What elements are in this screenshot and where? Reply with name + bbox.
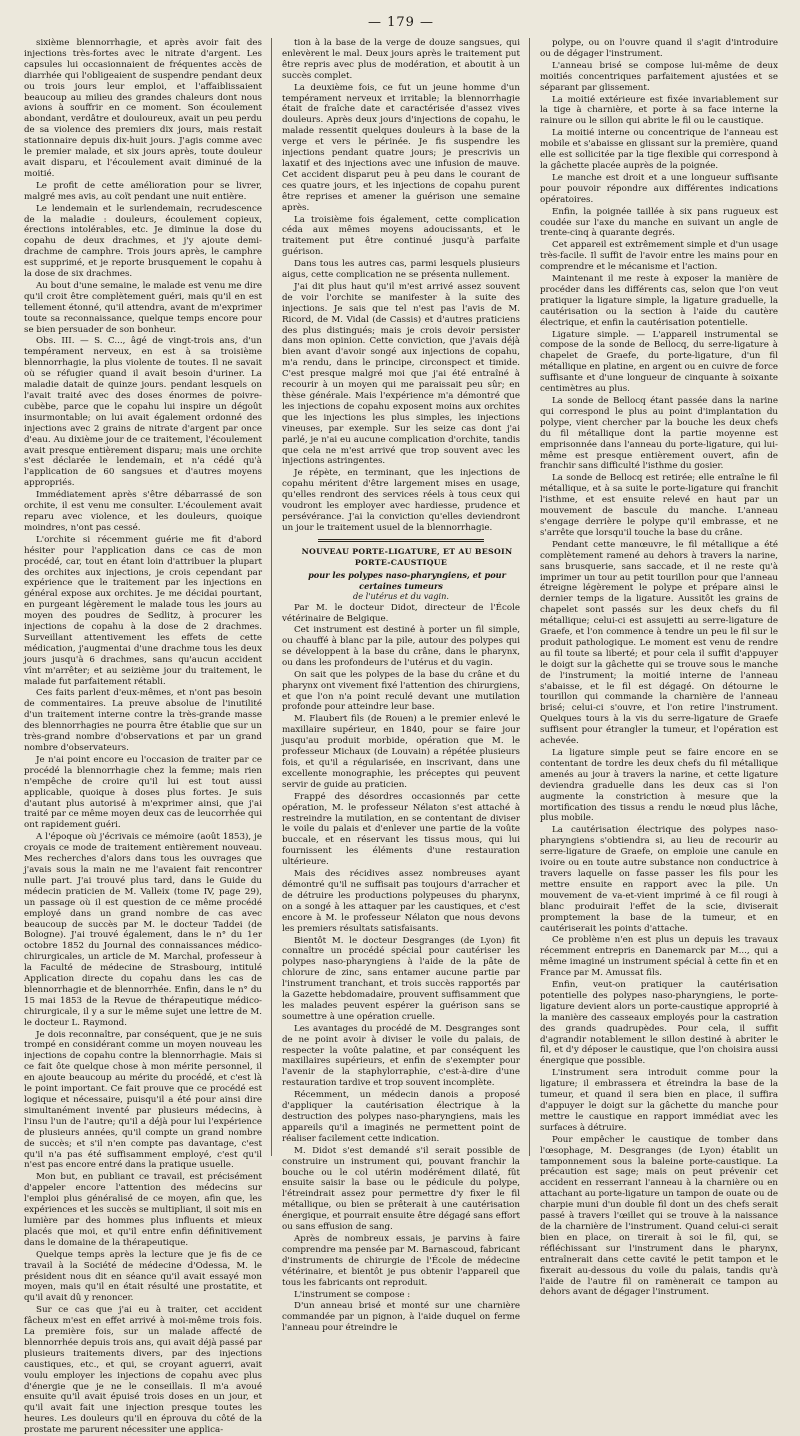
paragraph: Cet appareil est extrêmement simple et d'un usage très-facile. Il suffit de l'avoir entre les mains pour en comprendre et le mécanisme et l'action. <box>540 240 778 273</box>
paragraph: Ces faits parlent d'eux-mêmes, et n'ont pas besoin de commentaires. La preuve absolue de l'inutilité d'un traitement interne contre la très-grande masse des blennorrhagies ne pourra être établie que sur un très-grand nombre d'observations et par un grand nombre d'observateurs. <box>24 688 262 753</box>
page-number: — 179 — <box>367 15 435 30</box>
paragraph: L'orchite si récemment guérie me fit d'abord hésiter pour l'application dans ce cas de mon procédé, car, tout en étant loin d'attribuer la plupart des orchites aux injections, je crois cependant par expérience que le traitement par les injections en général expose aux orchites. Je me décidai pourtant, en purgeant légèrement le malade tous les jours au moyen des poudres de Sedlitz, à procurer les injections de copahu à la dose de 2 drachmes. Surveillant attentivement les effets de cette médication, j'augmentai d'une drachme tous les deux jours jusqu'à 6 drachmes, sans qu'aucun accident vînt m'arrêter; et au seizième jour du traitement, le malade fut parfaitement rétabli. <box>24 534 262 687</box>
paragraph: Le profit de cette amélioration pour se livrer, malgré mes avis, au coït pendant une nuit entière. <box>24 180 262 202</box>
paragraph: polype, ou on l'ouvre quand il s'agit d'introduire ou de dégager l'instrument. <box>540 38 778 59</box>
paragraph: On sait que les polypes de la base du crâne et du pharynx ont vivement fixé l'attention des chirurgiens, et que l'on n'a point reculé devant une mutilation profonde pour atteindre leur base. <box>282 669 520 713</box>
paragraph: Les avantages du procédé de M. Desgranges sont de ne point avoir à diviser le voile du palais, de respecter la voûte palatine, et par conséquent les maxillaires supérieurs, et enfin de s'exempter pour l'avenir de la staphylorraphie, c'est-à-dire d'une restauration tardive et trop souvent incomplète. <box>282 1023 520 1089</box>
column-right <box>540 38 778 1298</box>
paragraph: La troisième fois également, cette complication céda aux mêmes moyens adoucissants, et le traitement put être continué jusqu'à parfaite guérison. <box>282 214 520 258</box>
paragraph: La sonde de Bellocq étant passée dans la narine qui correspond le plus au point d'implantation du polype, vient chercher par la bouche les deux chefs du fil métallique dont la partie moyenne est emprisonnée dans l'anneau du porte-ligature, qui lui-même est presque entièrement ouvert, afin de franchir sans difficulté l'isthme du gosier. <box>540 396 778 472</box>
article-body <box>282 625 520 1334</box>
paragraph: Mon but, en publiant ce travail, est précisément d'appeler encore l'attention des médecins sur l'emploi plus généralisé de ce moyen, afin que, les expériences et les succès se multipliant, il soit mis en lumière par des hommes plus influents et mieux placés que moi, et qu'il entre enfin définitivement dans le domaine de la thérapeutique. <box>24 1172 262 1248</box>
paragraph: Récemment, un médecin danois a proposé d'appliquer la cautérisation électrique à la destruction des polypes naso-pharyngiens, mais les appareils qu'il a imaginés ne permettent point de réaliser facilement cette indication. <box>282 1090 520 1144</box>
paragraph: Au bout d'une semaine, le malade est venu me dire qu'il croit être complètement guéri, mais qu'il en est tellement étonné, qu'il attendra, avant de m'exprimer toute sa reconnaissance, quelque temps encore pour se bien persuader de son bonheur. <box>24 280 262 335</box>
paragraph: Après de nombreux essais, je parvins à faire comprendre ma pensée par M. Barnascoud, fabricant d'instruments de chirurgie de l'École de médecine vétérinaire, et bientôt je pus obtenir l'appareil que tous les fabricants ont reproduit. <box>282 1233 520 1288</box>
paragraph: L'instrument sera introduit comme pour la ligature; il embrassera et étreindra la base de la tumeur, et quand il sera bien en place, il suffira d'appuyer le doigt sur la gâchette du manche pour mettre le caustique en rapport immédiat avec les surfaces à détruire. <box>540 1068 778 1133</box>
paragraph: Enfin, la poignée taillée à six pans rugueux est coudée sur l'axe du manche en suivant un angle de trente-cinq à quarante degrés. <box>540 206 778 239</box>
paragraph: Le lendemain et le surlendemain, recrudescence de la maladie : douleurs, écoulement copieux, érections intolérables, etc. Je diminue la dose du copahu de deux drachmes, et j'y ajoute demi-drachme de camphre. Trois jours après, le camphre est supprimé, et je reporte brusquement le copahu à la dose de six drachmes. <box>24 203 262 280</box>
text-columns <box>24 38 778 1436</box>
paragraph: Pendant cette manœuvre, le fil métallique a été complètement ramené au dehors à travers la narine, sans brusquerie, sans saccade, et il ne reste qu'à imprimer un tour au petit tourillon pour que l'anneau étreigne légèrement le polype et prépare ainsi le dernier temps de la ligature. Aussitôt les grains de chapelet sont passés sur les deux chefs du fil métallique; celui-ci est assujetti au serre-ligature de Graefe, et l'on commence à tendre un peu le fil sur le produit pathologique. Le moment est venu de rendre au fil toute sa liberté; et pour cela il suffit d'appuyer le doigt sur la gâchette qui se trouve sous le manche de l'instrument; la moitié interne de l'anneau s'abaisse, et le fil est dégagé. On détourne le tourillon qui commande la charnière de l'anneau brisé; celui-ci s'ouvre, et l'on retire l'instrument. Quelques tours à la vis du serre-ligature de Graefe suffisent pour étrangler la tumeur, et l'opération est achevée. <box>540 539 778 747</box>
paragraph: Je n'ai point encore eu l'occasion de traiter par ce procédé la blennorrhagie chez la femme; mais rien n'empêche de croire qu'il lui est tout aussi applicable, quoique à doses plus fortes. Je suis d'autant plus autorisé à m'exprimer ainsi, que j'ai traité par ce même moyen deux cas de leucorrhée qui ont rapidement guéri. <box>24 754 262 831</box>
paragraph: Quelque temps après la lecture que je fis de ce travail à la Société de médecine d'Odessa, M. le président nous dit en séance qu'il avait essayé mon moyen, mais qu'il en était résulté une prostatite, et qu'il avait dû y renoncer. <box>24 1249 262 1304</box>
paragraph: Enfin, veut-on pratiquer la cautérisation potentielle des polypes naso-pharyngiens, le porte-ligature devient alors un porte-caustique approprié à la manière des casseaux employés pour la castration des grands quadrupèdes. Pour cela, il suffit d'agrandir notablement le sillon destiné à abriter le fil, et d'y déposer le caustique, que l'on choisira aussi énergique que possible. <box>540 980 778 1067</box>
article-author: Par M. le docteur Didot, directeur de l'École vétérinaire de Belgique. <box>282 603 520 625</box>
paragraph: L'anneau brisé se compose lui-même de deux moitiés concentriques parfaitement ajustées et se séparant par glissement. <box>540 60 778 93</box>
paragraph: Frappé des désordres occasionnés par cette opération, M. le professeur Nélaton s'est attaché à restreindre la mutilation, en se contentant de diviser le voile du palais et d'enlever une partie de la voûte buccale, et en réservant les tissus mous, qui lui fournissent les éléments d'une restauration ultérieure. <box>282 791 520 868</box>
article-subtitle-bold: pour les polypes naso-pharyngiens, et pour certaines tumeurs <box>308 569 506 591</box>
paragraph: J'ai dit plus haut qu'il m'est arrivé assez souvent de voir l'orchite se manifester à la suite des injections. Je sais que tel n'est pas l'avis de M. Ricord, de M. Vidal (de Cassis) et d'autres praticiens des plus distingués; mais je crois devoir persister dans mon opinion. Cette conviction, que j'avais déjà bien avant d'avoir songé aux injections de copahu, m'a rendu, dans le principe, circonspect et timide. C'est presque malgré moi que j'ai été entraîné à recourir à un moyen qui me paraissait peu sûr; en thèse générale. Mais l'expérience m'a démontré que les injections de copahu exposent moins aux orchites que les injections les plus simples, les injections vineuses, par exemple. Sur les seize cas dont j'ai parlé, je n'ai eu aucune complication d'orchite, tandis que cela ne m'est arrivé que trop souvent avec les injections astringentes. <box>282 281 520 467</box>
paragraph: M. Flaubert fils (de Rouen) a le premier enlevé le maxillaire supérieur, en 1840, pour se faire jour jusqu'au produit morbide, opération que M. le professeur Michaux (de Louvain) a répétée plusieurs fois, et qu'il a régularisée, en inscrivant, dans une excellente monographie, les préceptes qui peuvent servir de guide au praticien. <box>282 714 520 790</box>
paragraph: La moitié interne ou concentrique de l'anneau est mobile et s'abaisse en glissant sur la première, quand elle est sollicitée par la tige flexible qui correspond à la gâchette placée auprès de la poignée. <box>540 128 778 171</box>
article-subtitle-italic: de l'utérus et du vagin. <box>352 591 450 602</box>
paragraph: Je répète, en terminant, que les injections de copahu méritent d'être largement mises en usage, qu'elles rendront des services réels à tous ceux qui voudront les employer avec hardiesse, prudence et persévérance. J'ai la conviction qu'elles deviendront un jour le traitement usuel de la blennorrhagie. <box>282 468 520 533</box>
paragraph: Immédiatement après s'être débarrassé de son orchite, il est venu me consulter. L'écoulement avait reparu avec violence, et les douleurs, quoique moindres, n'ont pas cessé. <box>24 490 262 533</box>
column-middle <box>282 38 530 1334</box>
paragraph: Le manche est droit et a une longueur suffisante pour pouvoir répondre aux différentes indications opératoires. <box>540 172 778 205</box>
paragraph: D'un anneau brisé et monté sur une charnière commandée par un pignon, à l'aide duquel on ferme l'anneau pour étreindre le <box>282 1301 520 1334</box>
paragraph: La cautérisation électrique des polypes naso-pharyngiens s'obtiendra si, au lieu de recourir au serre-ligature de Graefe, on emploie une canule en ivoire ou en toute autre substance non conductrice à travers laquelle on fasse passer les fils pour les mettre ensuite en rapport avec la pile. Un mouvement de va-et-vient imprimé à ce fil rougi à blanc produirait l'effet de la scie, diviserait promptement la base de la tumeur, et en cautériserait les points d'attache. <box>540 825 778 934</box>
paragraph: L'instrument se compose : <box>294 1289 411 1300</box>
paragraph: Obs. III. — S. C..., âgé de vingt-trois ans, d'un tempérament nerveux, en est à sa troisième blennorrhagie, la plus violente de toutes. Il ne savait où se réfugier quand il avait besoin d'uriner. La maladie datait de quinze jours. pendant lesquels on l'avait traité avec des doses énormes de poivre-cubèbe, parce que le copahu lui inspire un dégoût insurmontable; on lui avait également ordonné des injections avec 2 grains de nitrate d'argent par once d'eau. Au dixième jour de ce traitement, l'écoulement avait presque entièrement disparu; mais une orchite s'est déclarée le lendemain, et n'a cédé qu'à l'application de 60 sangsues et d'autres moyens appropriés. <box>24 336 262 489</box>
paragraph: La sonde de Bellocq est retirée; elle entraîne le fil métallique, et à sa suite le porte-ligature qui franchit l'isthme, et est ensuite relevé en haut par un mouvement de bascule du manche. L'anneau s'engage derrière le polype qu'il embrasse, et ne s'arrête que lorsqu'il touche la base du crâne. <box>540 473 778 538</box>
section-divider <box>318 539 485 542</box>
article-subtitle <box>282 570 520 603</box>
paragraph: Sur ce cas que j'ai eu à traiter, cet accident fâcheux m'est en effet arrivé à moi-même trois fois. La première fois, sur un malade affecté de blennorrhée depuis trois ans, qui avait déjà passé par plusieurs traitements divers, par des injections caustiques, etc., et qui, se croyant aguerri, avait voulu employer les injections de copahu avec plus d'énergie que je ne le conseillais. Il m'a avoué ensuite qu'il avait épuisé trois doses en un jour, et qu'il avait fait une injection presque toutes les heures. Les douleurs qu'il en éprouva du côté de la prostate me parurent nécessiter une applica- <box>24 1305 262 1436</box>
paragraph: Pour empêcher le caustique de tomber dans l'œsophage, M. Desgranges (de Lyon) établit un tamponnement sous la baleine porte-caustique. La précaution est sage; mais on peut prévenir cet accident en resserrant l'anneau à la charnière ou en attachant au porte-ligature un tampon de ouate ou de charpie muni d'un double fil dont un des chefs serait passé à travers l'œillet qui se trouve à la naissance de la charnière de l'instrument. Quand celui-ci serait bien en place, on tirerait à soi le fil, qui, se réfléchissant sur l'instrument dans le pharynx, entraînerait dans cette cavité le petit tampon et le fixerait au-dessous du voile du palais, tandis qu'à l'aide de l'autre fil on ramènerait ce tampon au dehors avant de dégager l'instrument. <box>540 1134 778 1298</box>
paragraph: Maintenant il me reste à exposer la manière de procéder dans les différents cas, selon que l'on veut pratiquer la ligature simple, la ligature graduelle, la cautérisation ou la section à l'aide du cautère électrique, et enfin la cautérisation potentielle. <box>540 274 778 328</box>
paragraph: Ce problème n'en est plus un depuis les travaux récemment entrepris en Danemarck par M..., qui a même imaginé un instrument spécial à cette fin et en France par M. Amussat fils. <box>540 935 778 979</box>
paragraph: Bientôt M. le docteur Desgranges (de Lyon) fit connaître un procédé spécial pour cautériser les polypes naso-pharyngiens à l'aide de la pâte de chlorure de zinc, sans entamer aucune partie par l'instrument tranchant, et trois succès rapportés par la Gazette hebdomadaire, prouvent suffisamment que les malades peuvent espérer la guérison sans se soumettre à une opération cruelle. <box>282 935 520 1022</box>
paragraph: Dans tous les autres cas, parmi lesquels plusieurs aigus, cette complication ne se présenta nullement. <box>282 259 520 281</box>
paragraph: sixième blennorrhagie, et après avoir fait des injections très-fortes avec le nitrate d'argent. Les capsules lui occasionnaient de fréquentes accès de diarrhée qui l'obligeaient de suspendre pendant deux ou trois jours leur emploi, et l'affaiblissaient beaucoup au milieu des grandes chaleurs dont nous avions à souffrir en ce moment. Son écoulement abondant, verdâtre et douloureux, avait un peu perdu de sa violence des premiers dix jours, mais restait stationnaire depuis dix-huit jours. J'agis comme avec le premier malade, et six jours après, toute douleur avait disparu, et l'écoulement avait diminué de la moitié. <box>24 38 262 179</box>
article-title: NOUVEAU PORTE-LIGATURE, ET AU BESOIN PORTE-CAUSTIQUE <box>301 546 513 567</box>
paragraph: M. Didot s'est demandé s'il serait possible de construire un instrument qui, pouvant franchir la bouche ou le col utérin modérément dilaté, fût ensuite saisir la base ou le pédicule du polype, l'étreindrait assez pour permettre d'y fixer le fil métallique, ou bien se prêterait à une cautérisation énergique, et pourrait ensuite être dégagé sans effort ou sans effusion de sang. <box>282 1145 520 1233</box>
paragraph: Mais des récidives assez nombreuses ayant démontré qu'il ne suffisait pas toujours d'arracher et de détruire les productions polypeuses du pharynx, on a songé à les attaquer par les caustiques, et c'est encore à M. le professeur Nélaton que nous devons les premiers résultats satisfaisants. <box>282 869 520 934</box>
paragraph: La ligature simple peut se faire encore en se contentant de tordre les deux chefs du fil métallique amenés au jour à travers la narine, et cette ligature deviendra graduelle dans les deux cas si l'on augmente la constriction à mesure que la mortification des tissus a rendu le nœud plus lâche, plus mobile. <box>540 748 778 824</box>
paragraph: A l'époque où j'écrivais ce mémoire (août 1853), je croyais ce mode de traitement entièrement nouveau. Mes recherches d'alors dans tous les ouvrages que j'avais sous la main ne me l'avaient fait rencontrer nulle part. J'ai trouvé plus tard, dans le Guide du médecin praticien de M. Valleix (tome IV, page 29), un passage où il est question de ce même procédé employé dans un grand nombre de cas avec beaucoup de succès par M. le docteur Taddei (de Bologne). J'ai trouvé également, dans le n° du 1er octobre 1852 du Journal des connaissances médico-chirurgicales, un article de M. Marchal, professeur à la Faculté de médecine de Strasbourg, intitulé Application directe du copahu dans les cas de blennorrhagie et de blennorrhée. Enfin, dans le n° du 15 mai 1853 de la Revue de thérapeutique médico-chirurgicale, il y a sur le même sujet une lettre de M. le docteur L. Raymond. <box>24 832 262 1028</box>
paragraph: La moitié extérieure est fixée invariablement sur la tige à charnière, et porte à sa face interne la rainure ou le sillon qui abrite le fil ou le caustique. <box>540 94 778 127</box>
paragraph: La deuxième fois, ce fut un jeune homme d'un tempérament nerveux et irritable; la blennorrhagie était de fraîche date et caractérisée d'assez vives douleurs. Après deux jours d'injections de copahu, le malade ressentit quelques douleurs à la base de la verge et vers le périnée. Je fis suspendre les injections pendant quatre jours; je prescrivis un laxatif et des injections avec une infusion de mauve. Cet accident disparut peu à peu dans le courant de ces quatre jours, et les injections de copahu purent être reprises et amener la guérison une semaine après. <box>282 82 520 213</box>
paragraph: Je dois reconnaître, par conséquent, que je ne suis trompé en considérant comme un moyen nouveau les injections de copahu contre la blennorrhagie. Mais si ce fait ôte quelque chose à mon mérite personnel, il en ajoute beaucoup au mérite du procédé, et c'est là le point important. Ce fait prouve que ce procédé est logique et nécessaire, puisqu'il a été pour ainsi dire simultanément inventé par plusieurs médecins, à l'insu l'un de l'autre; qu'il a déjà pour lui l'expérience de plusieurs années, qu'il compte un grand nombre de succès; et s'il n'en compte pas davantage, c'est qu'il n'a pas été suffisamment employé, c'est qu'il n'est pas encore entré dans la pratique usuelle. <box>24 1029 262 1171</box>
article-continuation <box>282 38 520 534</box>
paragraph: tion à la base de la verge de douze sangsues, qui enlevèrent le mal. Deux jours après le traitement put être repris avec plus de modération, et aboutit à un succès complet. <box>282 38 520 81</box>
paragraph: Cet instrument est destiné à porter un fil simple, ou chauffé à blanc par la pile, autour des polypes qui se développent à la base du crâne, dans le pharynx, ou dans les profondeurs de l'utérus et du vagin. <box>282 625 520 668</box>
paragraph: Ligature simple. — L'appareil instrumental se compose de la sonde de Bellocq, du serre-ligature à chapelet de Graefe, du porte-ligature, d'un fil métallique en platine, en argent ou en cuivre de force suffisante et d'une longueur de cinquante à soixante centimètres au plus. <box>540 329 778 395</box>
column-left <box>24 38 272 1436</box>
